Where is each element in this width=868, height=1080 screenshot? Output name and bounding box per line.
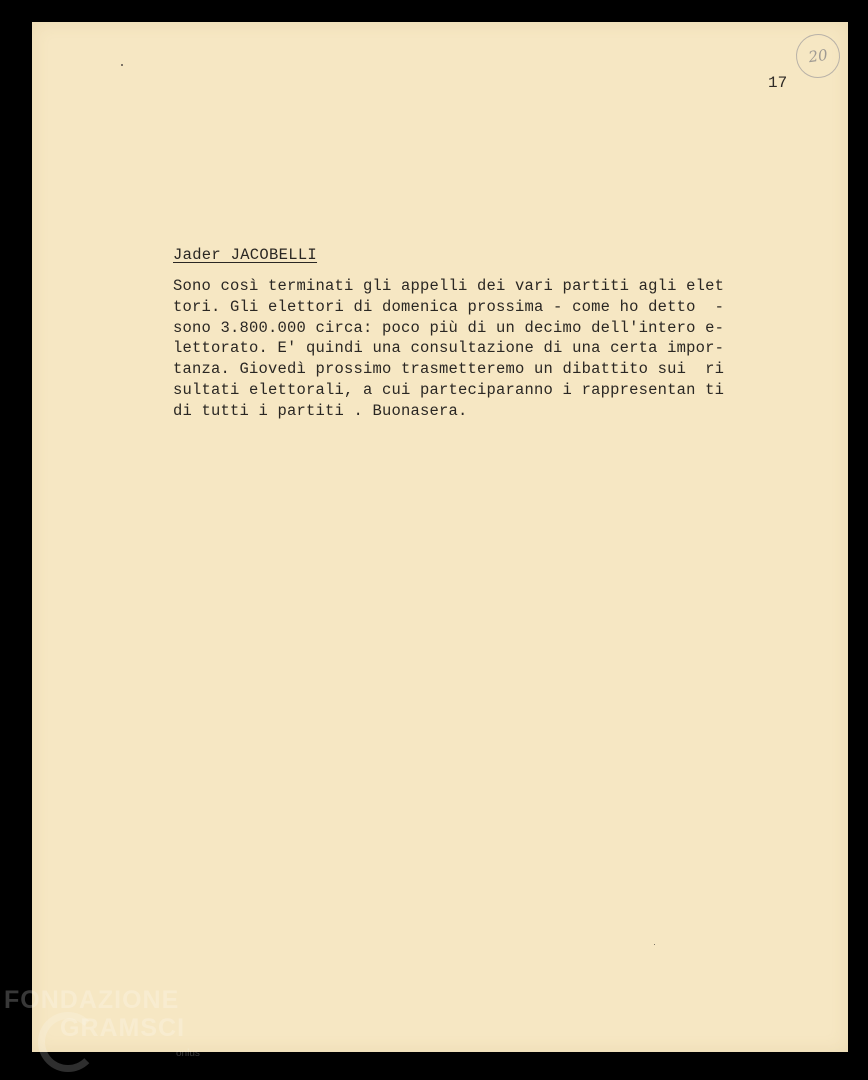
fondazione-gramsci-watermark	[4, 986, 224, 1076]
transcript-line: tanza. Giovedì prossimo trasmetteremo un dibattito sui ri	[173, 360, 725, 379]
transcript-body	[173, 276, 813, 422]
typewritten-page	[32, 22, 848, 1052]
transcript-line: di tutti i partiti . Buonasera.	[173, 401, 468, 420]
paper-speck	[121, 64, 123, 66]
watermark-line-1: FONDAZIONE	[4, 986, 180, 1014]
transcript-line: sultati elettorali, a cui parteciparanno i rappresentan ti	[173, 380, 725, 399]
transcript-line: tori. Gli elettori di domenica prossima - come ho detto -	[173, 297, 725, 316]
watermark-subtitle: onlus	[176, 1048, 200, 1059]
paper-speck	[654, 944, 655, 945]
transcript-line: Sono così terminati gli appelli dei vari partiti agli elet	[173, 277, 725, 295]
speaker-name: Jader JACOBELLI	[173, 246, 318, 264]
transcript-line: lettorato. E' quindi una consultazione di una certa impor-	[173, 339, 725, 358]
page-number: 17	[768, 74, 788, 92]
transcript-line: sono 3.800.000 circa: poco più di un decimo dell'intero e-	[173, 318, 725, 337]
watermark-line-2: GRAMSCI	[60, 1014, 186, 1042]
archive-circled-number: 20	[793, 31, 843, 81]
